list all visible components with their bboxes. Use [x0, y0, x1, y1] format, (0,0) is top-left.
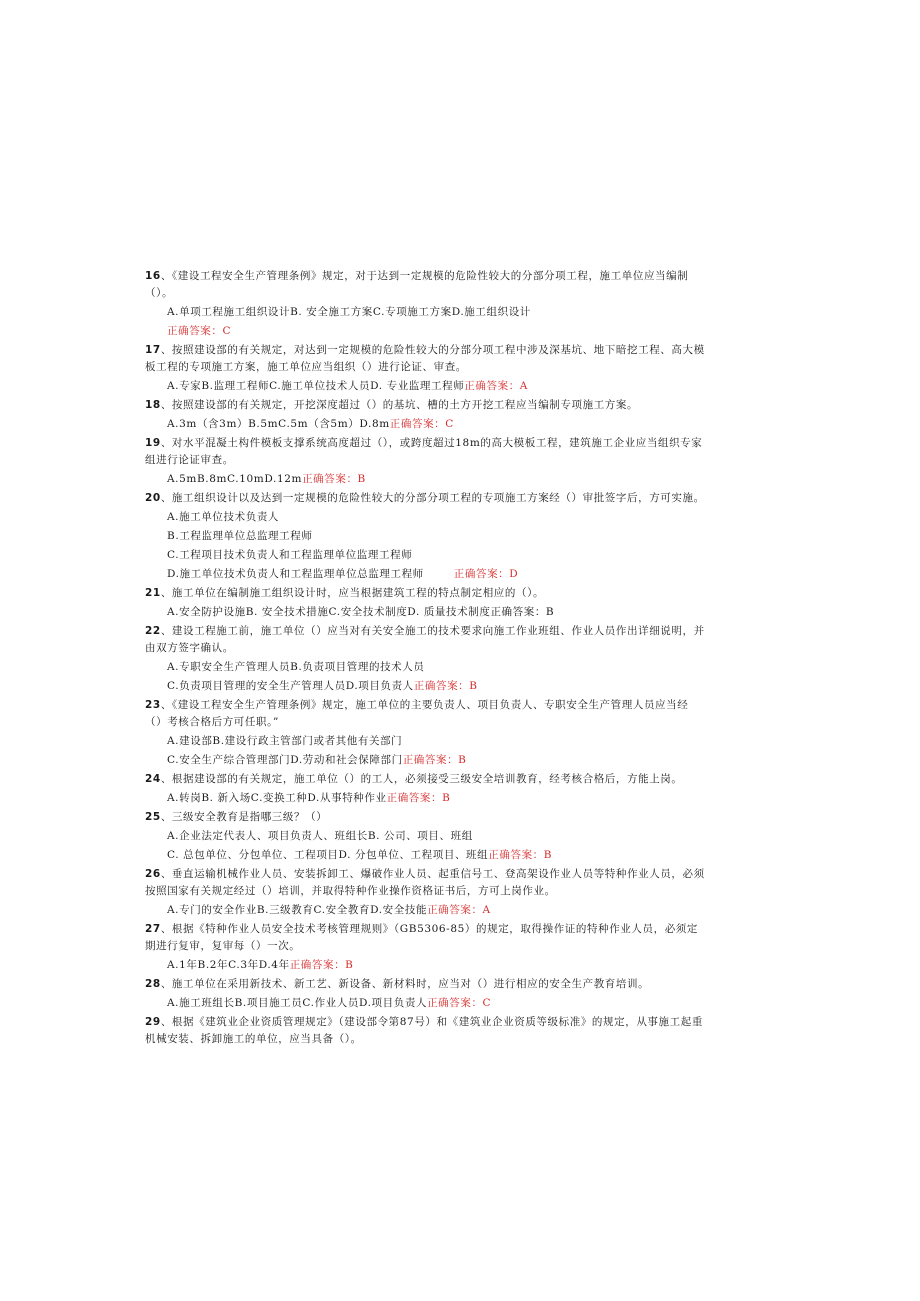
question-stem [145, 623, 705, 657]
option-text: D.施工单位技术负责人和工程监理单位总监理工程师 [167, 568, 424, 580]
option-line [167, 604, 705, 621]
question-16 [145, 268, 705, 340]
question-23 [145, 697, 705, 769]
question-18 [145, 397, 705, 433]
question-24 [145, 771, 705, 807]
question-22 [145, 623, 705, 695]
correct-answer: 正确答案：B [488, 849, 553, 861]
question-number: 27 [145, 923, 161, 935]
question-stem [145, 435, 705, 469]
question-stem [145, 771, 705, 788]
option-text: A.转岗B. 新入场C.变换工种D.从事特种作业 [167, 792, 387, 804]
correct-answer: 正确答案：B [413, 680, 478, 692]
question-text: 、垂直运输机械作业人员、安装拆卸工、爆破作业人员、起重信号工、登高架设作业人员等特种作业人员，必须按照国家有关规定经过（）培训，并取得特种作业操作资格证书后，方可上岗作业。 [145, 868, 705, 897]
question-17 [145, 342, 705, 395]
option-line: A.专职安全生产管理人员B.负责项目管理的技术人员 [167, 661, 425, 673]
question-number: 21 [145, 587, 161, 599]
question-number: 19 [145, 437, 161, 449]
question-text: 、根据建设部的有关规定，施工单位（）的工人，必须接受三级安全培训教育，经考核合格后，方能上岗。 [160, 773, 683, 785]
question-27 [145, 921, 705, 974]
correct-answer: 正确答案：C [389, 418, 454, 430]
question-stem [145, 490, 705, 507]
correct-answer: 正确答案：C [167, 325, 232, 337]
question-number: 16 [145, 270, 161, 282]
question-text: 、根据《特种作业人员安全技术考核管理规则》（GB5306-85）的规定，取得操作证的特种作业人员，必须定期进行复审，复审每（）一次。 [145, 923, 698, 952]
correct-answer: 正确答案：A [464, 380, 528, 392]
option-line [167, 847, 705, 864]
option-line [167, 378, 705, 395]
option-text: A.安全防护设施B. 安全技术措施C.安全技术制度D. 质量技术制度 [167, 606, 491, 618]
question-number: 28 [145, 978, 161, 990]
question-21 [145, 585, 705, 621]
question-number: 22 [145, 625, 161, 637]
question-number: 20 [145, 492, 161, 504]
correct-answer: 正确答案：B [490, 606, 555, 618]
option-line: C.工程项目技术负责人和工程监理单位监理工程师 [167, 549, 413, 561]
option-line [167, 678, 705, 695]
question-stem [145, 921, 705, 955]
option-text: A.专家B.监理工程师C.施工单位技术人员D. 专业监理工程师 [167, 380, 465, 392]
question-number: 26 [145, 868, 161, 880]
option-text: C.安全生产综合管理部门D.劳动和社会保障部门 [167, 754, 403, 766]
question-text: 、三级安全教育是指哪三级？（） [160, 811, 328, 823]
question-text: 、建设工程施工前，施工单位（）应当对有关安全施工的技术要求向施工作业班组、作业人员作出详细说明，并由双方签字确认。 [145, 625, 705, 654]
option-line: A.单项工程施工组织设计B. 安全施工方案C.专项施工方案D.施工组织设计 [167, 306, 531, 318]
question-text: 、按照建设部的有关规定，对达到一定规模的危险性较大的分部分项工程中涉及深基坑、地下暗挖工程、高大模板工程的专项施工方案，施工单位应当组织（）进行论证、审查。 [145, 344, 705, 373]
question-stem [145, 976, 705, 993]
correct-answer: 正确答案：A [427, 904, 491, 916]
question-stem [145, 585, 705, 602]
question-19 [145, 435, 705, 488]
question-text: 、施工单位在编制施工组织设计时，应当根据建筑工程的特点制定相应的（）。 [160, 587, 545, 599]
option-text: A.1年B.2年C.3年D.4年 [167, 959, 290, 971]
option-line [167, 471, 705, 488]
question-text: 、施工单位在采用新技术、新工艺、新设备、新材料时，应当对（）进行相应的安全生产教育培训。 [160, 978, 650, 990]
question-stem [145, 1014, 705, 1048]
question-stem [145, 809, 705, 826]
question-text: 、根据《建筑业企业资质管理规定》（建设部令第87号）和《建筑业企业资质等级标准》的规定，从事施工起重机械安装、拆卸施工的单位，应当具备（）。 [145, 1016, 703, 1045]
option-line [167, 566, 705, 583]
correct-answer: 正确答案：B [386, 792, 451, 804]
question-stem [145, 397, 705, 414]
question-stem [145, 866, 705, 900]
question-stem [145, 342, 705, 376]
option-text: A.3m（含3m）B.5mC.5m（含5m）D.8m [167, 418, 390, 430]
option-line [167, 416, 705, 433]
option-line: A.建设部B.建设行政主管部门或者其他有关部门 [167, 735, 403, 747]
option-text: A.5mB.8mC.10mD.12m [167, 473, 303, 485]
option-text: A.施工班组长B.项目施工员C.作业人员D.项目负责人 [167, 997, 428, 1009]
option-line [167, 790, 705, 807]
question-text: 、《建设工程安全生产管理条例》规定，施工单位的主要负责人、项目负责人、专职安全生产管理人员应当经（）考核合格后方可任职。” [145, 699, 689, 728]
question-number: 29 [145, 1016, 161, 1028]
question-list [145, 268, 705, 1050]
option-line: B.工程监理单位总监理工程师 [167, 530, 313, 542]
question-25 [145, 809, 705, 864]
question-number: 17 [145, 344, 161, 356]
correct-answer: 正确答案：B [289, 959, 354, 971]
correct-answer: 正确答案：B [402, 754, 467, 766]
question-stem [145, 268, 705, 302]
question-stem [145, 697, 705, 731]
question-number: 23 [145, 699, 161, 711]
question-20 [145, 490, 705, 583]
question-text: 、《建设工程安全生产管理条例》规定，对于达到一定规模的危险性较大的分部分项工程，施工单位应当编制（）。 [145, 270, 689, 299]
question-text: 、按照建设部的有关规定，开挖深度超过（）的基坑、槽的土方开挖工程应当编制专项施工方案。 [160, 399, 639, 411]
correct-answer: 正确答案：B [302, 473, 366, 485]
option-line [167, 902, 705, 919]
option-line [167, 752, 705, 769]
question-number: 24 [145, 773, 161, 785]
option-text: A.专门的安全作业B.三级教育C.安全教育D.安全技能 [167, 904, 428, 916]
correct-answer: 正确答案：D [453, 568, 519, 580]
option-line: A.企业法定代表人、项目负责人、班组长B. 公司、项目、班组 [167, 830, 473, 842]
question-number: 18 [145, 399, 161, 411]
question-number: 25 [145, 811, 161, 823]
question-text: 、施工组织设计以及达到一定规模的危险性较大的分部分项工程的专项施工方案经（）审批签字后，方可实施。 [160, 492, 705, 504]
option-line [167, 995, 705, 1012]
question-29 [145, 1014, 705, 1048]
option-line: A.施工单位技术负责人 [167, 511, 280, 523]
question-28 [145, 976, 705, 1012]
question-text: 、对水平混凝土构件模板支撑系统高度超过（），或跨度超过18m的高大模板工程，建筑施工企业应当组织专家组进行论证审查。 [145, 437, 703, 466]
option-text: C. 总包单位、分包单位、工程项目D. 分包单位、工程项目、班组 [167, 849, 489, 861]
question-26 [145, 866, 705, 919]
option-line [167, 957, 705, 974]
option-text: C.负责项目管理的安全生产管理人员D.项目负责人 [167, 680, 414, 692]
correct-answer: 正确答案：C [427, 997, 492, 1009]
